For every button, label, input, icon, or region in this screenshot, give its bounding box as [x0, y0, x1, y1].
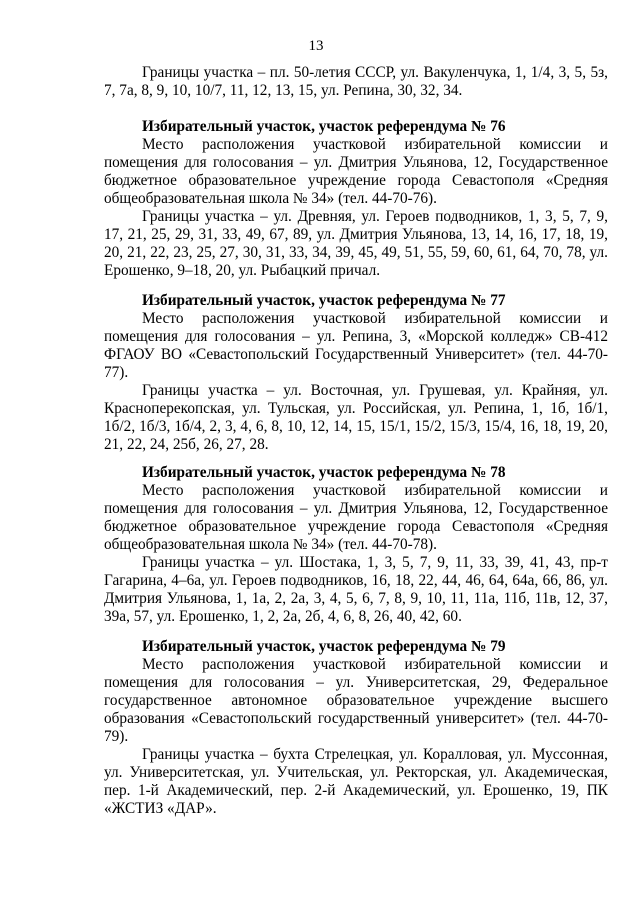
section-79 — [104, 638, 608, 818]
section-heading: Избирательный участок, участок референдума № 79 — [142, 638, 506, 655]
section-location: Место расположения участковой избирательной комиссии и помещения для голосования – ул. Дмитрия Ульянова, 12, Государственное бюджетное образовательное учреждение города Севастополя «Средняя общеобразовательная школа № 34» (тел. 44-70-78). — [104, 482, 608, 553]
section-heading: Избирательный участок, участок референдума № 78 — [142, 464, 506, 481]
section-borders: Границы участка – ул. Восточная, ул. Грушевая, ул. Крайняя, ул. Красноперекопская, ул. Тульская, ул. Российская, ул. Репина, 1, 1б, 1б/1, 1б/2, 1б/3, 1б/4, 2, 3, 4, 6, 8, 10, 12, 14, 15, 15/1, 15/2, 15/3, 15/4, 16, 18, 19, 20, 21, 22, 24, 25б, 26, 27, 28. — [104, 382, 608, 453]
section-heading: Избирательный участок, участок референдума № 76 — [142, 118, 506, 135]
section-borders: Границы участка – бухта Стрелецкая, ул. Коралловая, ул. Муссонная, ул. Университетская, ул. Учительская, ул. Ректорская, ул. Академическая, пер. 1-й Академический, пер. 2-й Академический, ул. Ерошенко, 19, ПК «ЖСТИЗ «ДАР». — [104, 746, 608, 817]
section-borders: Границы участка – ул. Шостака, 1, 3, 5, 7, 9, 11, 33, 39, 41, 43, пр-т Гагарина, 4–6а, ул. Героев подводников, 16, 18, 22, 44, 46, 64, 64а, 66, 86, ул. Дмитрия Ульянова, 1, 1а, 2, 2а, 3, 4, 5, 6, 7, 8, 9, 10, 11, 11а, 11б, 11в, 12, 37, 39а, 57, ул. Ерошенко, 1, 2, 2а, 2б, 4, 6, 8, 26, 40, 42, 60. — [104, 554, 608, 625]
section-location: Место расположения участковой избирательной комиссии и помещения для голосования – ул. Репина, 3, «Морской колледж» СВ-412 ФГАОУ ВО «Севастопольский Государственный Университет» (тел. 44-70-77). — [104, 310, 608, 381]
section-heading: Избирательный участок, участок референдума № 77 — [142, 292, 506, 309]
intro-block — [104, 64, 608, 100]
section-77 — [104, 292, 608, 454]
intro-borders: Границы участка – пл. 50-летия СССР, ул. Вакуленчука, 1, 1/4, 3, 5, 5з, 7, 7а, 8, 9, 10, 10/7, 11, 12, 13, 15, ул. Репина, 30, 32, 34. — [104, 64, 608, 99]
page-number: 13 — [308, 38, 324, 54]
section-borders: Границы участка – ул. Древняя, ул. Героев подводников, 1, 3, 5, 7, 9, 17, 21, 25, 29, 31, 33, 49, 67, 89, ул. Дмитрия Ульянова, 13, 14, 16, 17, 18, 19, 20, 21, 22, 23, 25, 27, 30, 31, 33, 34, 39, 45, 49, 51, 55, 59, 60, 61, 64, 70, 78, ул. Ерошенко, 9–18, 20, ул. Рыбацкий причал. — [104, 208, 608, 279]
section-78 — [104, 464, 608, 626]
section-location: Место расположения участковой избирательной комиссии и помещения для голосования – ул. Дмитрия Ульянова, 12, Государственное бюджетное образовательное учреждение города Севастополя «Средняя общеобразовательная школа № 34» (тел. 44-70-76). — [104, 136, 608, 207]
section-location: Место расположения участковой избирательной комиссии и помещения для голосования – ул. Университетская, 29, Федеральное государственное автономное образовательное учреждение высшего образования «Севастопольский государственный университет» (тел. 44-70-79). — [104, 656, 608, 745]
section-76 — [104, 118, 608, 280]
